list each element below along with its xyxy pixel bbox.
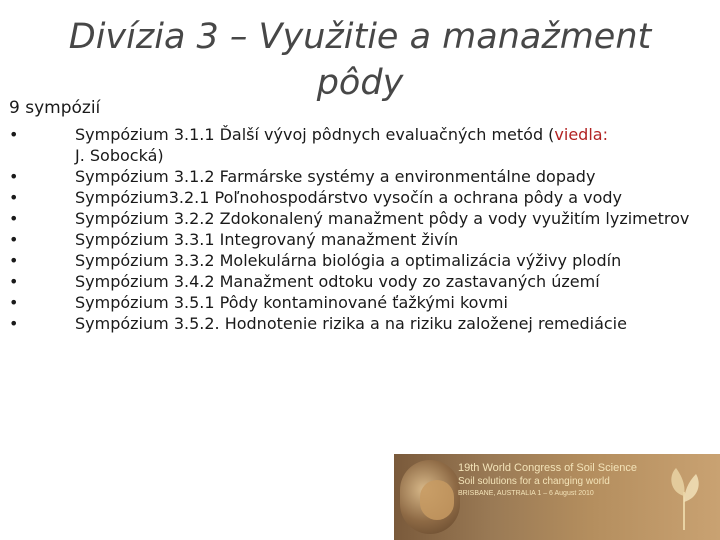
list-item	[9, 208, 709, 229]
list-item	[9, 229, 709, 250]
bullet-icon: •	[9, 293, 19, 312]
item-text-6: Sympózium 3.3.2 Molekulárna biológia a optimalizácia výživy plodín	[75, 251, 622, 270]
bullet-icon: •	[9, 314, 19, 333]
list-item	[9, 250, 709, 271]
banner-line-3: BRISBANE, AUSTRALIA 1 – 6 August 2010	[458, 490, 594, 497]
intro-text: 9 sympózií	[9, 98, 101, 118]
item-text-7: Sympózium 3.4.2 Manažment odtoku vody zo zastavaných území	[75, 272, 600, 291]
list-item	[9, 187, 709, 208]
banner-line-2: Soil solutions for a changing world	[458, 476, 610, 487]
bullet-icon: •	[9, 188, 19, 207]
bullet-icon: •	[9, 209, 19, 228]
item-text-9: Sympózium 3.5.2. Hodnotenie rizika a na riziku založenej remediácie	[75, 314, 627, 333]
congress-logo-icon	[400, 460, 460, 534]
banner-line-1: 19th World Congress of Soil Science	[458, 462, 637, 474]
bullet-icon: •	[9, 251, 19, 270]
symposium-list	[9, 124, 709, 334]
bullet-icon: •	[9, 125, 19, 144]
item-text-4: Sympózium 3.2.2 Zdokonalený manažment pôdy a vody využitím lyzimetrov	[75, 209, 690, 228]
list-item	[9, 271, 709, 292]
slide-title: Divízia 3 – Využitie a manažment pôdy	[68, 17, 652, 103]
item-text-1: Sympózium 3.1.1 Ďalší vývoj pôdnych evaluačných metód (	[75, 125, 555, 144]
bullet-icon: •	[9, 272, 19, 291]
list-item	[9, 292, 709, 313]
list-item	[9, 124, 709, 166]
list-item	[9, 313, 709, 334]
leaf-icon	[662, 462, 706, 532]
item-text-2: Sympózium 3.1.2 Farmárske systémy a environmentálne dopady	[75, 167, 596, 186]
item-text-1-cont: J. Sobocká)	[75, 146, 164, 165]
item-text-3: Sympózium3.2.1 Poľnohospodárstvo vysočín a ochrana pôdy a vody	[75, 188, 623, 207]
bullet-icon: •	[9, 230, 19, 249]
bullet-icon: •	[9, 167, 19, 186]
item-highlight-1: viedla:	[554, 125, 608, 144]
item-text-8: Sympózium 3.5.1 Pôdy kontaminované ťažkými kovmi	[75, 293, 508, 312]
item-text-5: Sympózium 3.3.1 Integrovaný manažment živín	[75, 230, 459, 249]
list-item	[9, 166, 709, 187]
congress-banner	[394, 454, 720, 540]
